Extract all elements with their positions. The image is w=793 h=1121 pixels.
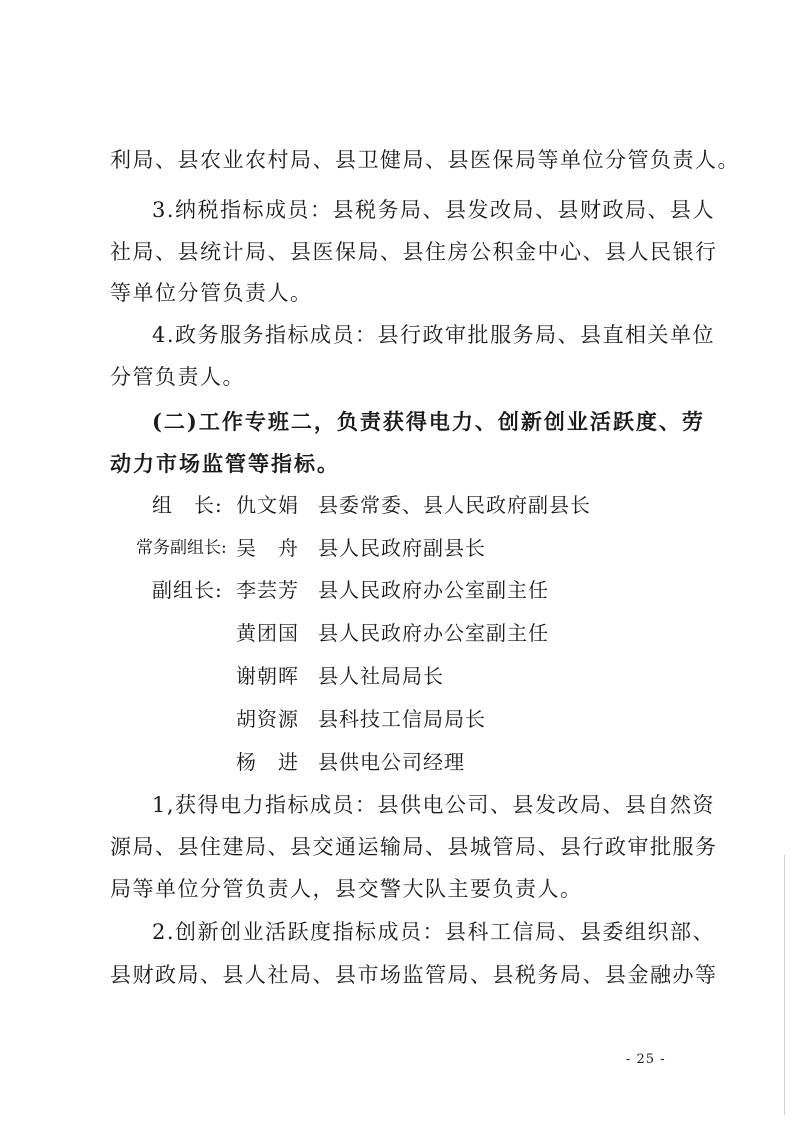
paragraph-line: 县财政局、县人社局、县市场监管局、县税务局、县金融办等: [110, 963, 718, 987]
roster-position: 县科技工信局局长: [318, 707, 486, 731]
roster-name: 谢朝晖: [236, 664, 299, 688]
section-heading: 动力市场监管等指标。: [110, 451, 340, 476]
paragraph-line: 1,获得电力指标成员：县供电公司、县发改局、县自然资: [152, 793, 716, 817]
roster-name: 李芸芳: [236, 578, 299, 602]
roster-position: 县人民政府办公室副主任: [318, 578, 549, 602]
paragraph-line: 3.纳税指标成员：县税务局、县发改局、县财政局、县人: [152, 198, 716, 222]
paragraph-line: 等单位分管负责人。: [110, 281, 313, 305]
roster-name: 黄团国: [236, 621, 299, 645]
paragraph-line: 局等单位分管负责人，县交警大队主要负责人。: [110, 877, 583, 901]
paragraph-line: 社局、县统计局、县医保局、县住房公积金中心、县人民银行: [110, 240, 718, 264]
roster-name: 吴 舟: [236, 536, 299, 560]
paragraph-line: 2.创新创业活跃度指标成员：县科工信局、县委组织部、: [152, 920, 716, 944]
roster-position: 县委常委、县人民政府副县长: [318, 493, 591, 517]
paragraph-line: 分管负责人。: [110, 365, 245, 389]
roster-position: 县人社局局长: [318, 664, 444, 688]
roster-role: 常务副组长:: [136, 538, 227, 558]
roster-role: 副组长:: [152, 578, 223, 602]
roster-position: 县供电公司经理: [318, 750, 465, 774]
roster-name: 仇文娟: [236, 493, 299, 517]
paragraph-line: 4.政务服务指标成员：县行政审批服务局、县直相关单位: [152, 323, 716, 347]
section-heading: (二)工作专班二，负责获得电力、创新创业活跃度、劳: [152, 409, 705, 434]
roster-name: 胡资源: [236, 707, 299, 731]
roster-role: 组 长:: [152, 493, 223, 517]
page-number: - 25 -: [626, 1052, 666, 1067]
roster-position: 县人民政府副县长: [318, 536, 486, 560]
paragraph-line: 利局、县农业农村局、县卫健局、县医保局等单位分管负责人。: [110, 148, 740, 172]
roster-position: 县人民政府办公室副主任: [318, 621, 549, 645]
paragraph-line: 源局、县住建局、县交通运输局、县城管局、县行政审批服务: [110, 835, 718, 859]
scan-edge-divider: [784, 855, 785, 1115]
roster-name: 杨 进: [236, 750, 299, 774]
